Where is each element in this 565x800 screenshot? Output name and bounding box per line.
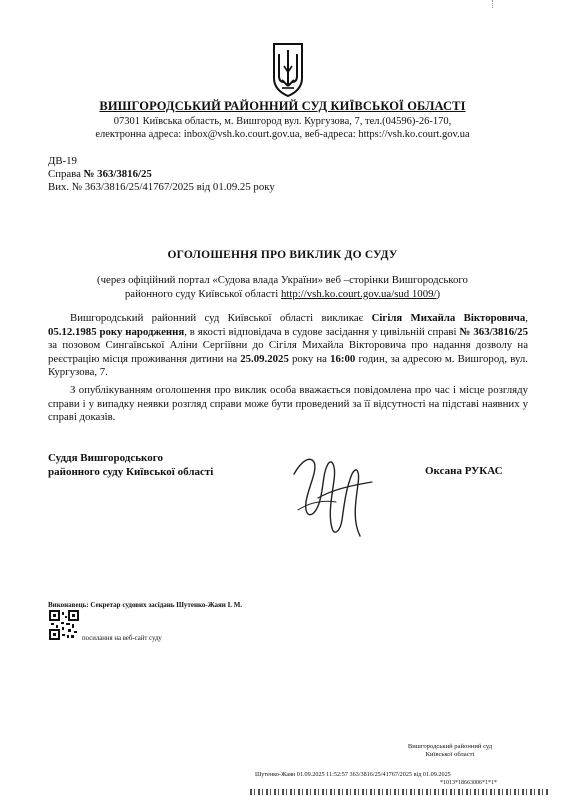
trident-emblem-icon: [270, 42, 306, 98]
notice-paragraph: З опублікуванням оголошення про виклик особа вважається повідомлена про час і місце розгляду справи і у випадку неявки розгляд справи може бути проведений за її відсутності на підставі наявних у справі доказів.: [48, 384, 528, 424]
case-reference: Справа № 363/3816/25: [48, 168, 152, 180]
handwritten-signature: [288, 440, 378, 545]
barcode-number: *1013*18663006*1*1*: [440, 780, 497, 786]
court-name: ВИШГОРОДСЬКИЙ РАЙОННИЙ СУД КИЇВСЬКОЇ ОБЛАСТІ: [99, 99, 466, 113]
court-contacts: електронна адреса: inbox@vsh.ko.court.gov.ua, веб-адреса: https://vsh.ko.court.gov.ua: [95, 129, 470, 140]
signer-name: Оксана РУКАС: [425, 465, 503, 477]
birth-date: 05.12.1985 року народження: [48, 325, 185, 338]
court-address: 07301 Київська область, м. Вишгород вул. Кургузова, 7, тел.(04596)-26-170,: [113, 116, 452, 127]
document-references: [48, 155, 275, 194]
form-code: ДВ-19: [48, 155, 77, 167]
qr-code-icon[interactable]: [49, 610, 79, 640]
court-website-link[interactable]: http://vsh.ko.court.gov.ua/sud 1009/: [280, 287, 437, 300]
portal-note: (через офіційний портал «Судова влада України» веб –сторінки Вишгородського районного суду Київської області http://vsh.ko.court.gov.ua/sud 1009/): [97, 274, 468, 300]
hearing-time: 16:00: [330, 352, 356, 365]
executor-line: Виконавець: Секретар судових засідань Шутенко-Жаян І. М.: [48, 601, 243, 609]
defendant-name: Сігіля Михайла Вікторовича: [371, 312, 526, 324]
scan-edge-marks: [492, 0, 553, 8]
barcode-strip: [250, 789, 550, 795]
electronic-stamp: Вишгородський районний суд Київської області: [407, 743, 493, 759]
registration-line: Шутенко-Жаян 01.09.2025 11:52:57 363/3816/25/41767/2025 від 01.09.2025: [255, 771, 451, 778]
hearing-date: 25.09.2025: [240, 352, 289, 365]
case-number-inline: № 363/3816/25: [459, 325, 528, 338]
announcement-title: ОГОЛОШЕННЯ ПРО ВИКЛИК ДО СУДУ: [167, 249, 398, 261]
summons-paragraph: Вишгородський районний суд Київської області викликає Сігіля Михайла Вікторовича, 05.12.1985 року народження, в якості відповідача в судове засідання у цивільній справі № 363/3816/25 за позовом Сингаївської Аліни Сергіївни до Сігіля Михайла Вікторовича про надання дозволу на реєстрацію місця проживання дитини на 25.09.2025 року на 16:00 годин, за адресою м. Вишгород, вул. Кургузова, 7.: [48, 312, 528, 379]
outgoing-number: Вих. № 363/3816/25/41767/2025 від 01.09.25 року: [48, 181, 275, 193]
signer-title: Суддя Вишгородського районного суду Київської області: [48, 452, 214, 478]
qr-caption: посилання на веб-сайт суду: [82, 635, 162, 642]
case-number: № 363/3816/25: [83, 168, 152, 180]
